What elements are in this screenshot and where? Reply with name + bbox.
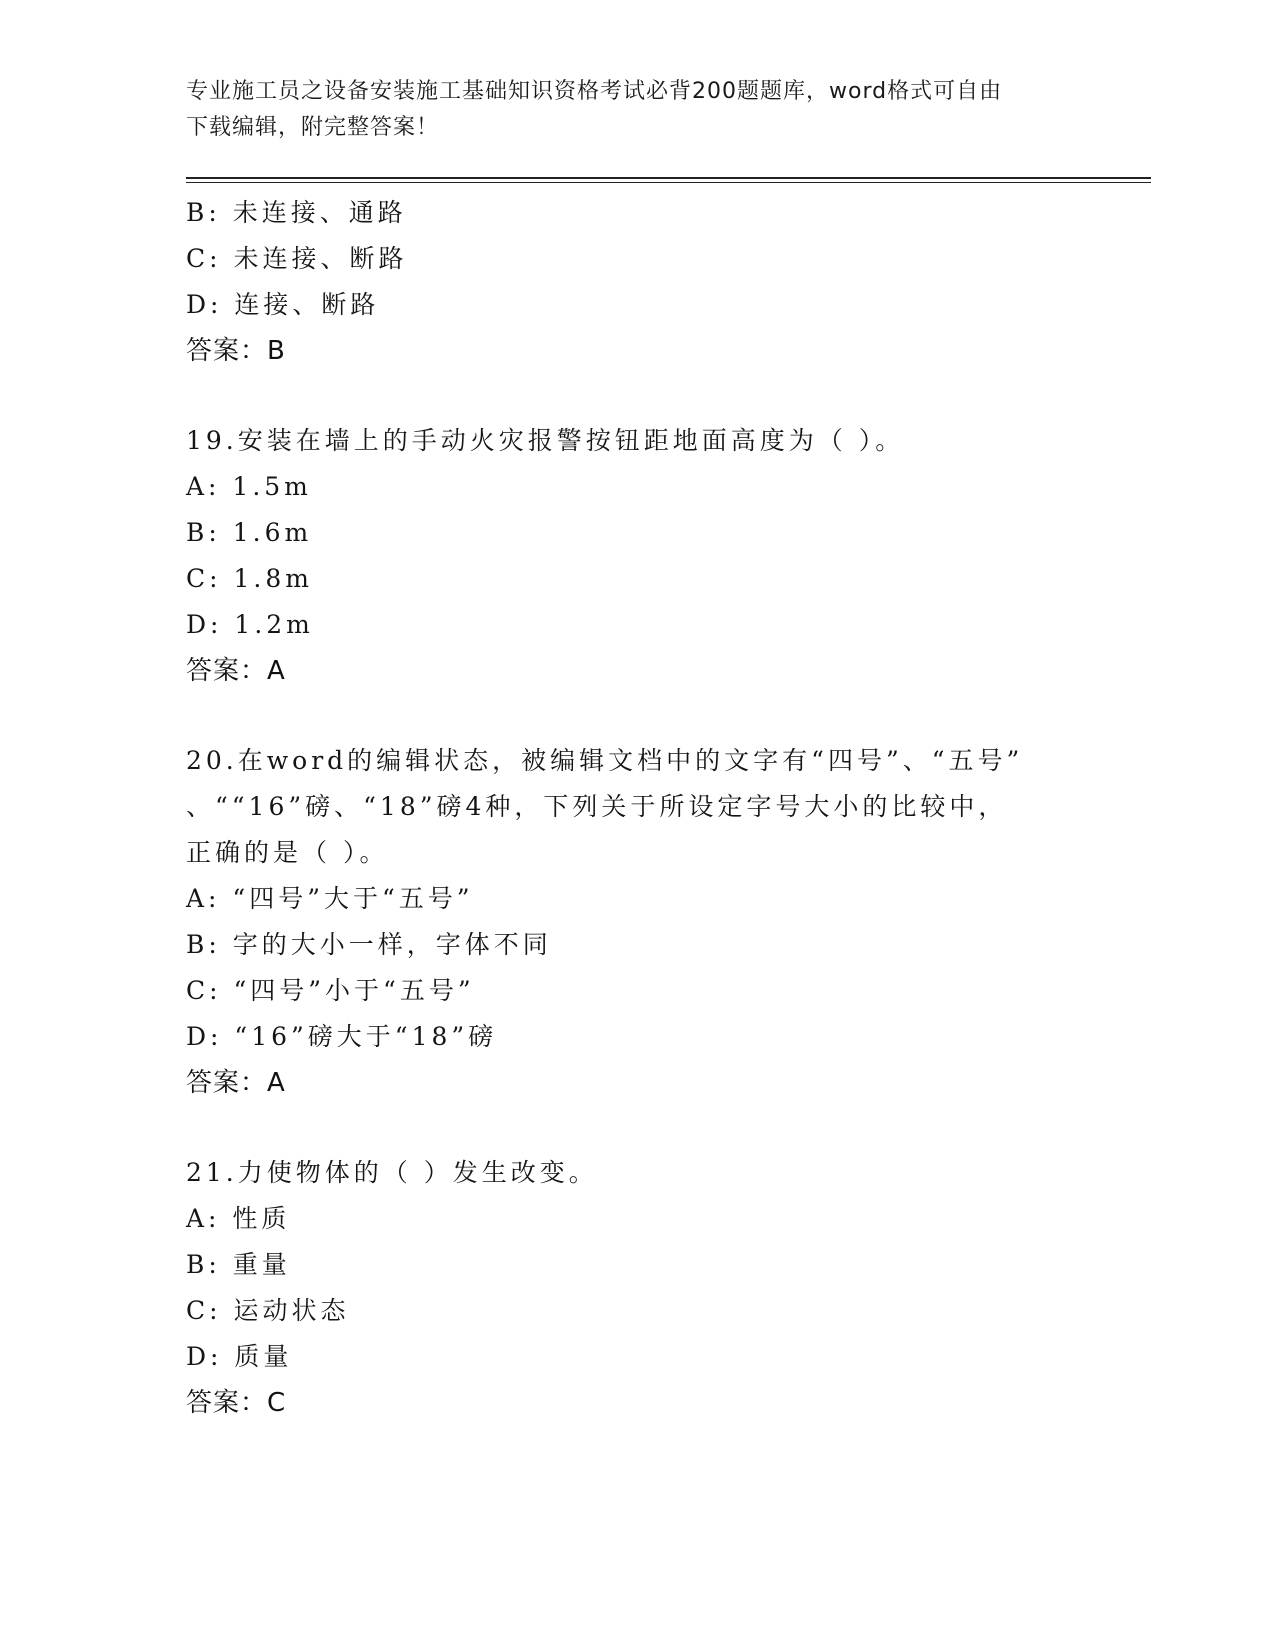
answer-line: 答案：C [186, 1388, 287, 1418]
option-c: C: 1.8m [186, 564, 313, 593]
option-a: A: “四号”大于“五号” [186, 884, 474, 913]
question-19 [186, 418, 1126, 694]
header-divider-thin [186, 182, 1151, 183]
option-d: D: 连接、断路 [186, 290, 380, 319]
option-c: C: 运动状态 [186, 1296, 350, 1325]
option-d: D: 质量 [186, 1342, 293, 1371]
header-line-2: 下载编辑，附完整答案！ [186, 115, 440, 140]
question-text-line-3: 正确的是（ ）。 [186, 838, 389, 867]
question-text-line-1: 20.在word的编辑状态，被编辑文档中的文字有“四号”、“五号” [186, 746, 1024, 775]
option-b: B: 未连接、通路 [186, 198, 407, 227]
option-b: B: 重量 [186, 1250, 291, 1279]
answer-line: 答案：A [186, 656, 286, 686]
option-b: B: 1.6m [186, 518, 313, 547]
option-d: D: 1.2m [186, 610, 314, 639]
header-divider-thick [186, 177, 1151, 179]
option-b: B: 字的大小一样，字体不同 [186, 930, 552, 959]
option-c: C: 未连接、断路 [186, 244, 408, 273]
question-18-continued [186, 190, 1126, 374]
question-text-line-2: 、““16”磅、“18”磅4种，下列关于所设定字号大小的比较中， [186, 792, 1008, 821]
answer-line: 答案：B [186, 336, 286, 366]
question-text: 19.安装在墙上的手动火灾报警按钮距地面高度为（ ）。 [186, 426, 905, 455]
option-c: C: “四号”小于“五号” [186, 976, 475, 1005]
question-text: 21.力使物体的（ ）发生改变。 [186, 1158, 598, 1187]
document-header [186, 74, 1076, 146]
header-line-1: 专业施工员之设备安装施工基础知识资格考试必背200题题库，word格式可自由 [186, 79, 1003, 104]
option-d: D: “16”磅大于“18”磅 [186, 1022, 498, 1051]
option-a: A: 1.5m [186, 472, 312, 501]
question-21 [186, 1150, 1126, 1426]
option-a: A: 性质 [186, 1204, 291, 1233]
question-20 [186, 738, 1126, 1106]
document-body [186, 190, 1126, 1426]
answer-line: 答案：A [186, 1068, 286, 1098]
